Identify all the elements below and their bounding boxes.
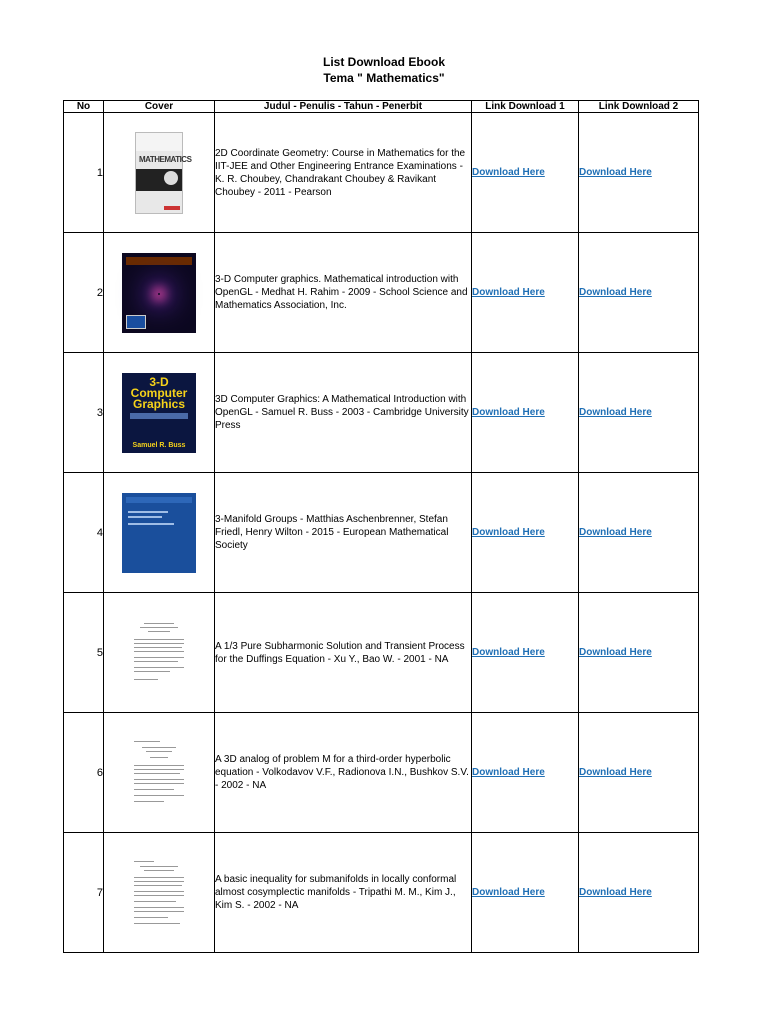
table-row: [64, 353, 699, 473]
column-header-no: No: [64, 101, 104, 113]
table-row: [64, 233, 699, 353]
paper-first-page-image: [130, 617, 188, 689]
table-row: [64, 473, 699, 593]
column-header-cover: Cover: [104, 101, 215, 113]
book-title: 3-D Computer graphics. Mathematical introduction with OpenGL - Medhat H. Rahim - 2009 - School Science and Mathematics Association, Inc.: [215, 233, 472, 353]
paper-first-page-image: [130, 857, 188, 929]
book-title: A 1/3 Pure Subharmonic Solution and Transient Process for the Duffings Equation - Xu Y., Bao W. - 2001 - NA: [215, 593, 472, 713]
download-link-2[interactable]: Download Here: [579, 407, 652, 418]
download-link-1[interactable]: Download Here: [472, 647, 545, 658]
column-header-link2: Link Download 2: [579, 101, 699, 113]
download-link-1[interactable]: Download Here: [472, 167, 545, 178]
download-link-1[interactable]: Download Here: [472, 767, 545, 778]
book-title: 3-Manifold Groups - Matthias Aschenbrenner, Stefan Friedl, Henry Wilton - 2015 - European Mathematical Society: [215, 473, 472, 593]
document-title: [0, 54, 768, 86]
download-link-2[interactable]: Download Here: [579, 887, 652, 898]
title-line-2: Tema " Mathematics": [323, 71, 445, 85]
book-cover-3d-computer-graphics-image: 3-D Computer Graphics Samuel R. Buss: [122, 373, 196, 453]
book-cover-computer-graphics-opengl-image: [122, 253, 196, 333]
download-link-1[interactable]: Download Here: [472, 887, 545, 898]
table-header-row: [64, 101, 699, 113]
download-link-1[interactable]: Download Here: [472, 407, 545, 418]
book-cover-mathematics-image: MATHEMATICS: [135, 132, 183, 214]
row-number: 4: [64, 473, 104, 593]
column-header-link1: Link Download 1: [472, 101, 579, 113]
cover-cell: [104, 353, 215, 473]
download-link-2[interactable]: Download Here: [579, 527, 652, 538]
row-number: 2: [64, 233, 104, 353]
row-number: 5: [64, 593, 104, 713]
download-link-2[interactable]: Download Here: [579, 167, 652, 178]
table-row: [64, 833, 699, 953]
title-line-1: List Download Ebook: [323, 55, 445, 69]
row-number: 6: [64, 713, 104, 833]
book-cover-3-manifold-groups-image: [122, 493, 196, 573]
cover-cell: [104, 113, 215, 233]
book-title: 3D Computer Graphics: A Mathematical Introduction with OpenGL - Samuel R. Buss - 2003 - Cambridge University Press: [215, 353, 472, 473]
cover-cell: [104, 833, 215, 953]
ebook-table: [63, 100, 699, 953]
row-number: 3: [64, 353, 104, 473]
book-title: 2D Coordinate Geometry: Course in Mathematics for the IIT-JEE and Other Engineering Entrance Examinations - K. R. Choubey, Chandrakant Choubey & Ravikant Choubey - 2011 - Pearson: [215, 113, 472, 233]
download-link-2[interactable]: Download Here: [579, 647, 652, 658]
cover-cell: [104, 593, 215, 713]
download-link-2[interactable]: Download Here: [579, 287, 652, 298]
book-title: A 3D analog of problem M for a third-order hyperbolic equation - Volkodavov V.F., Radionova I.N., Bushkov S.V. - 2002 - NA: [215, 713, 472, 833]
table-row: [64, 593, 699, 713]
book-title: A basic inequality for submanifolds in locally conformal almost cosymplectic manifolds - Tripathi M. M., Kim J., Kim S. - 2002 - NA: [215, 833, 472, 953]
download-link-1[interactable]: Download Here: [472, 527, 545, 538]
row-number: 1: [64, 113, 104, 233]
column-header-title: Judul - Penulis - Tahun - Penerbit: [215, 101, 472, 113]
cover-cell: [104, 713, 215, 833]
table-row: [64, 713, 699, 833]
row-number: 7: [64, 833, 104, 953]
paper-first-page-image: [130, 737, 188, 809]
download-link-1[interactable]: Download Here: [472, 287, 545, 298]
cover-cell: [104, 233, 215, 353]
cover-cell: [104, 473, 215, 593]
download-link-2[interactable]: Download Here: [579, 767, 652, 778]
table-row: [64, 113, 699, 233]
